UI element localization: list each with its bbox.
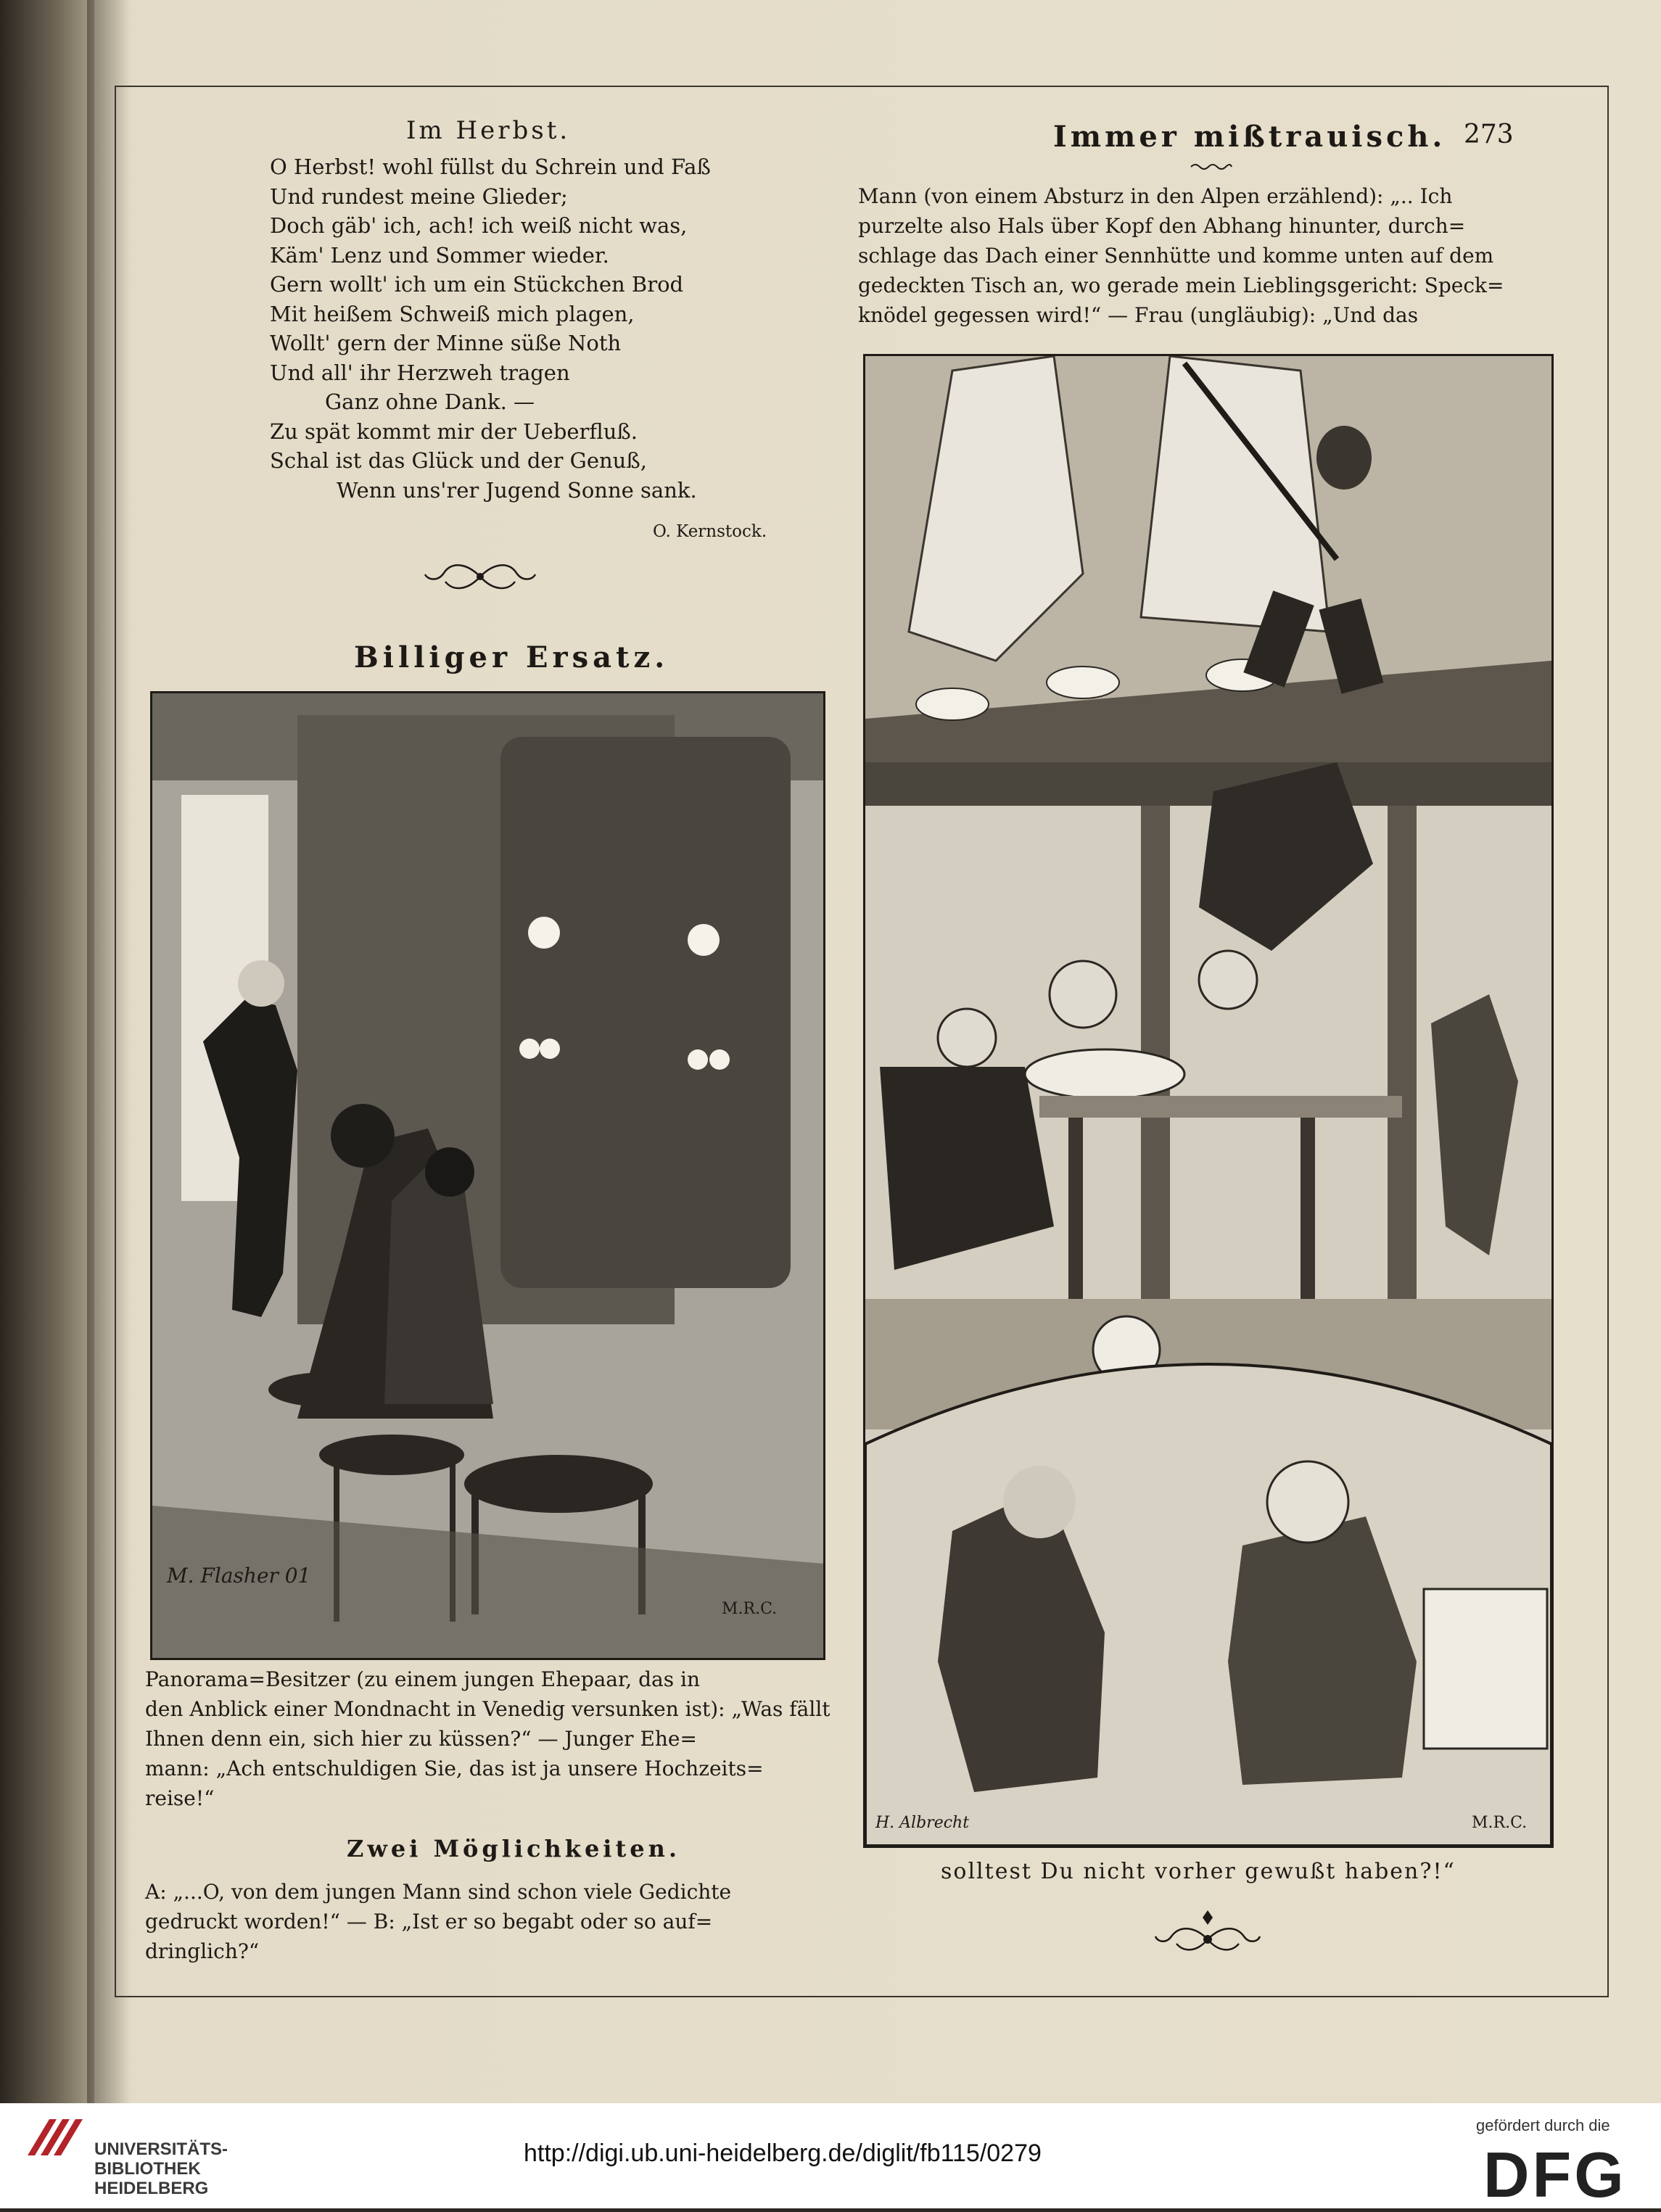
text-line: gedeckten Tisch an, wo gerade mein Lieblingsgericht: Speck= [858,273,1504,297]
text-line: Panorama=Besitzer (zu einem jungen Ehepaar, das in [145,1667,700,1691]
library-name [94,2139,228,2198]
permalink-url[interactable]: http://digi.ub.uni-heidelberg.de/diglit/fb115/0279 [524,2139,1042,2167]
text-line: mann: „Ach entschuldigen Sie, das ist ja unsere Hochzeits= [145,1757,764,1780]
poem-line: O Herbst! wohl füllst du Schrein und Faß [270,154,711,179]
panorama-scene-image [152,693,823,1658]
poem-line: Käm' Lenz und Sommer wieder. [270,242,609,268]
page-number: 273 [1464,120,1514,149]
library-name-line: UNIVERSITÄTS- [94,2139,228,2159]
text-line: Ihnen denn ein, sich hier zu küssen?“ — Junger Ehe= [145,1727,697,1751]
text-line: den Anblick einer Mondnacht in Venedig versunken ist): „Was fällt [145,1697,830,1721]
poem-author: O. Kernstock. [653,522,767,541]
poem-body [270,152,807,505]
poem-line: Und rundest meine Glieder; [270,183,568,209]
dfg-logo: DFG [1483,2139,1627,2211]
poem-line: Zu spät kommt mir der Ueberfluß. [270,418,638,444]
alpine-hut-illustration [863,354,1554,1848]
text-line: purzelte also Hals über Kopf den Abhang hinunter, durch= [858,214,1466,238]
section-title-immer-misstrauisch: Immer mißtrauisch. [1053,120,1446,154]
section-title-zwei-moeglichkeiten: Zwei Möglichkeiten. [347,1835,680,1862]
text-line: schlage das Dach einer Sennhütte und komme unten auf dem [858,244,1494,268]
engraver-signature: M.R.C. [1472,1814,1528,1832]
adjacent-page-edge [0,0,94,2103]
text-line: reise!“ [145,1786,215,1810]
poem-line: Wollt' gern der Minne süße Noth [270,331,622,355]
poem-line: Ganz ohne Dank. — [325,389,535,414]
text-line: gedruckt worden!“ — B: „Ist er so begabt oder so auf= [145,1910,713,1934]
end-ornament-icon [1153,1907,1262,1965]
text-line: dringlich?“ [145,1939,260,1963]
text-line: Mann (von einem Absturz in den Alpen erzählend): „.. Ich [858,184,1453,208]
university-library-logo-icon [20,2105,86,2170]
poem-line: Doch gäb' ich, ach! ich weiß nicht was, [270,213,688,238]
hut-scene-image [865,356,1551,1846]
section-title-billiger-ersatz: Billiger Ersatz. [354,640,669,674]
funded-by-label: gefördert durch die [1476,2116,1610,2134]
panorama-illustration [150,691,825,1660]
poem-line: Und all' ihr Herzweh tragen [270,360,570,385]
ornament-divider-icon [422,558,538,595]
illustration-caption: solltest Du nicht vorher gewußt haben?!“ [941,1859,1456,1884]
poem-title: Im Herbst. [406,116,571,145]
wave-divider-icon [1190,162,1233,171]
illustrator-signature: M. Flasher 01 [167,1564,311,1588]
text-line: A: „...O, von dem jungen Mann sind schon viele Gedichte [145,1880,732,1904]
immer-misstrauisch-text [858,181,1547,330]
poem-line: Mit heißem Schweiß mich plagen, [270,301,635,326]
text-line: knödel gegessen wird!“ — Frau (ungläubig): „Und das [858,303,1419,327]
illustrator-signature: H. Albrecht [875,1814,970,1832]
library-name-line: BIBLIOTHEK [94,2159,201,2179]
poem-line: Gern wollt' ich um ein Stückchen Brod [270,272,684,297]
zwei-moeglichkeiten-text [145,1877,823,1966]
poem-line: Wenn uns'rer Jugend Sonne sank. [337,477,697,503]
engraver-signature: M.R.C. [722,1600,778,1618]
library-name-line: HEIDELBERG [94,2179,209,2198]
billiger-ersatz-text [145,1664,830,1813]
poem-line: Schal ist das Glück und der Genuß, [270,448,647,473]
